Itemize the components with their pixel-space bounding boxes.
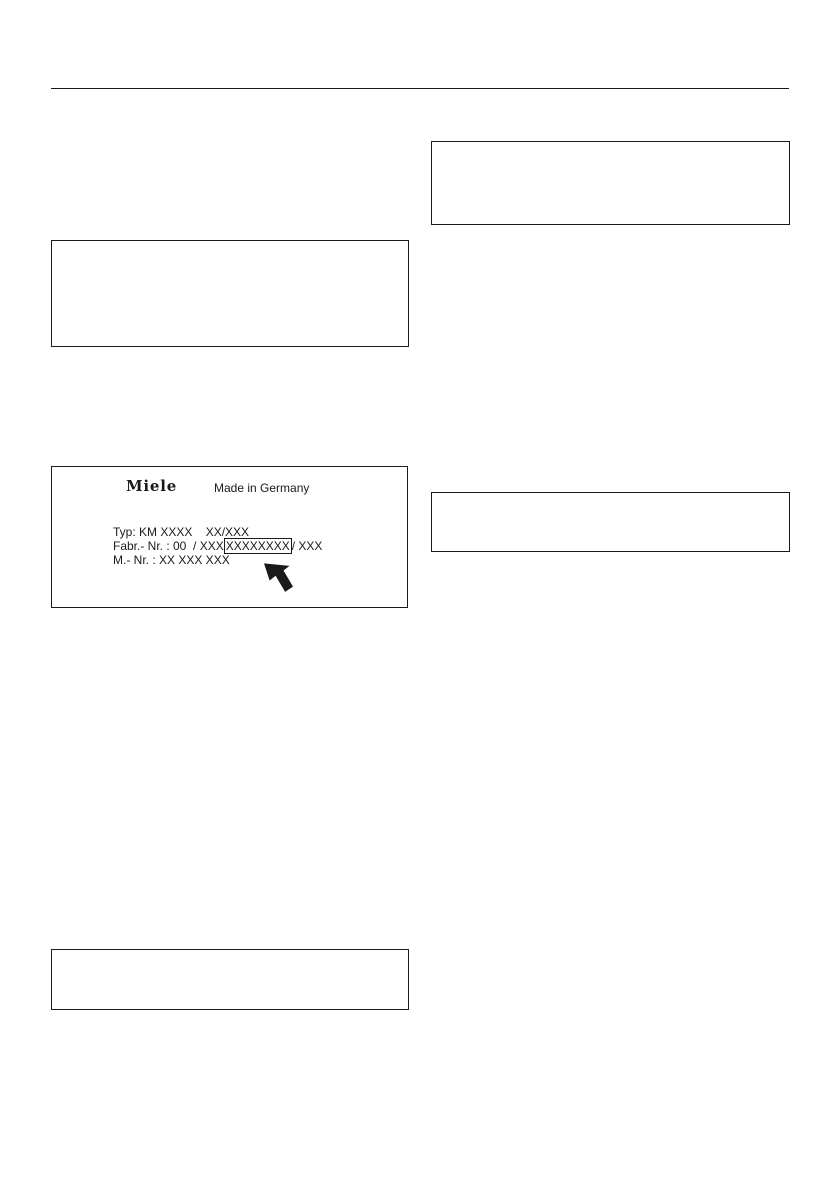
arrow-up-icon xyxy=(254,555,302,603)
fabrication-number-line xyxy=(113,539,322,553)
note-box xyxy=(51,240,409,347)
serial-number-highlight: XXXXXXXX xyxy=(225,539,290,553)
type-plate-illustration xyxy=(51,466,408,608)
note-box xyxy=(431,492,790,552)
fabrication-number-prefix: Fabr.- Nr. : 00 / XXX xyxy=(113,539,224,553)
type-line: Typ: KM XXXX XX/XXX xyxy=(113,525,250,539)
fabrication-number-suffix: / XXX xyxy=(291,539,323,553)
material-number-line: M.- Nr. : XX XXX XXX xyxy=(113,553,230,567)
made-in-label: Made in Germany xyxy=(214,481,310,495)
note-box xyxy=(431,141,790,225)
brand-logo: Miele xyxy=(126,477,178,495)
header-rule xyxy=(51,88,789,89)
note-box xyxy=(51,949,409,1010)
